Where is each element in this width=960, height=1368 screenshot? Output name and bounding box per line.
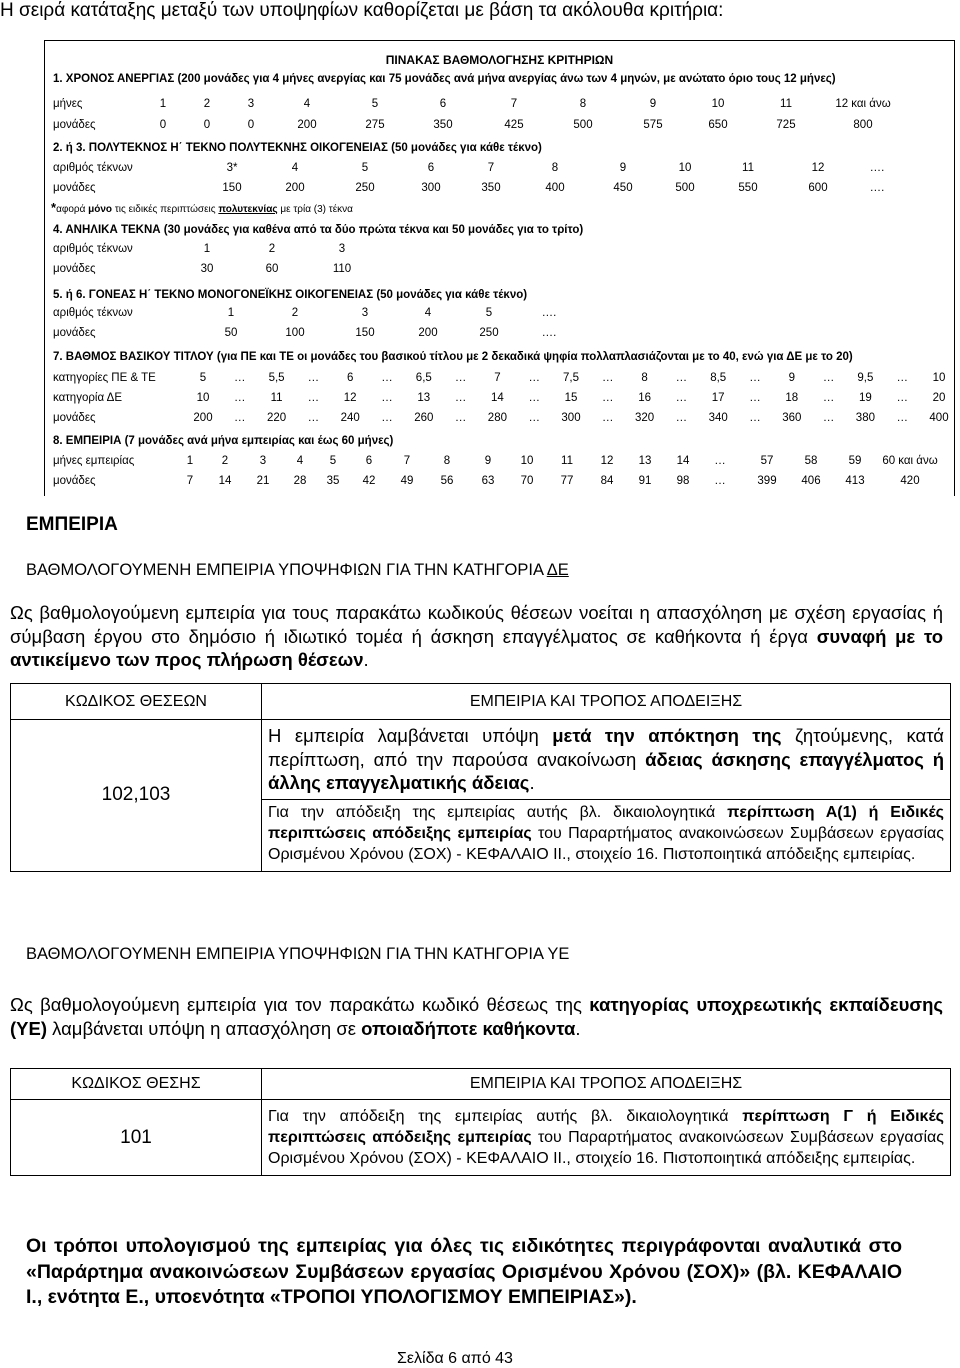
s1-row2-cell: 0: [159, 119, 167, 131]
s7-row1-cell: 10: [932, 372, 946, 384]
s7-row1-cell: …: [528, 372, 540, 384]
s4-heading: 4. ΑΝΗΛΙΚΑ ΤΕΚΝΑ (30 μονάδες για καθένα από τα δύο πρώτα τέκνα και 50 μονάδες για το τρίτο): [53, 224, 584, 236]
ye-col-experience-header: ΕΜΠΕΙΡΙΑ ΚΑΙ ΤΡΟΠΟΣ ΑΠΟΔΕΙΞΗΣ: [262, 1069, 951, 1100]
s7-row2-cell: …: [454, 392, 467, 404]
s7-row2-cell: …: [381, 392, 393, 404]
s2-row2-cell: 200: [285, 182, 305, 194]
s8-heading: 8. ΕΜΠΕΙΡΙΑ (7 μονάδες ανά μήνα εμπειρίας και έως 60 μήνες): [53, 435, 394, 447]
s7-row1-cell: …: [234, 372, 246, 384]
s4-row2-cell: 110: [332, 263, 352, 275]
s7-row1-label: κατηγορίες ΠΕ & ΤΕ: [53, 372, 156, 384]
s7-row3-label: μονάδες: [53, 412, 96, 424]
s7-row1-cell: 7,5: [563, 372, 579, 384]
s8-row2-label: μονάδες: [53, 475, 96, 487]
s8-row1-cell: 13: [638, 455, 652, 467]
s7-row3-cell: 340: [708, 412, 728, 424]
s5-heading: 5. ή 6. ΓΟΝΕΑΣ Η΄ ΤΕΚΝΟ ΜΟΝΟΓΟΝΕΪΚΗΣ ΟΙΚΟΓΕΝΕΙΑΣ (50 μονάδες για κάθε τέκνο): [53, 289, 528, 301]
s7-row3-cell: …: [454, 412, 467, 424]
s8-row1-cell: 12: [600, 455, 614, 467]
s5-row1-cell: 2: [291, 307, 299, 319]
s7-row1-cell: 9: [788, 372, 795, 384]
s1-row2-cell: 200: [297, 119, 317, 131]
s1-row1-cell: 2: [203, 98, 211, 110]
s2-row2-cell: 350: [481, 182, 501, 194]
s8-row2-cell: 14: [218, 475, 232, 487]
s8-row1-cell: 2: [221, 455, 229, 467]
s1-row2-cell: 800: [853, 119, 873, 131]
s2-row1-cell: 4: [291, 162, 299, 174]
s8-row2-cell: 399: [757, 475, 777, 487]
experience-title: ΕΜΠΕΙΡΙΑ: [26, 514, 118, 535]
s7-row2-label: κατηγορία ΔΕ: [53, 392, 122, 404]
s1-row1-cell: 7: [510, 98, 518, 110]
s2-row2-cell: ….: [869, 182, 885, 194]
de-col-code-header: ΚΩΔΙΚΟΣ ΘΕΣΕΩΝ: [11, 684, 262, 720]
de-code-cell: 102,103: [11, 720, 262, 872]
s7-row3-cell: …: [381, 412, 393, 424]
s7-row2-cell: 20: [932, 392, 946, 404]
intro-text: Η σειρά κατάταξης μεταξύ των υποψηφίων καθορίζεται με βάση τα ακόλουθα κριτήρια:: [0, 0, 724, 21]
s7-row1-cell: …: [381, 372, 393, 384]
s4-row2-cell: 30: [200, 263, 214, 275]
s2-row2-cell: 500: [675, 182, 695, 194]
s7-row2-cell: 15: [564, 392, 578, 404]
s7-row2-cell: …: [602, 392, 614, 404]
s8-row2-cell: 70: [520, 475, 534, 487]
s8-row2-cell: 406: [801, 475, 821, 487]
s2-row2-cell: 250: [355, 182, 375, 194]
s1-row2-cell: 575: [643, 119, 663, 131]
s2-row1-label: αριθμός τέκνων: [53, 162, 133, 174]
s8-row1-cell: 7: [403, 455, 411, 467]
s8-row2-cell: 84: [600, 475, 614, 487]
s1-row1-cell: 4: [303, 98, 311, 110]
s2-row2-cell: 150: [222, 182, 242, 194]
s7-row2-cell: 14: [490, 392, 504, 404]
s7-row3-cell: 280: [487, 412, 507, 424]
s7-row2-cell: 13: [417, 392, 431, 404]
s8-row2-cell: 56: [440, 475, 454, 487]
s2-row2-cell: 550: [738, 182, 758, 194]
s7-row3-cell: 260: [414, 412, 434, 424]
s4-row2-cell: 60: [265, 263, 279, 275]
ye-experience-table: [10, 1068, 951, 1176]
s7-row3-cell: …: [822, 412, 835, 424]
de-experience-table: [10, 683, 951, 872]
s8-row1-cell: 59: [848, 455, 862, 467]
s7-row3-cell: 380: [855, 412, 875, 424]
s5-row1-cell: 1: [227, 307, 235, 319]
s7-row1-cell: 6: [346, 372, 354, 384]
s7-row3-cell: …: [602, 412, 614, 424]
s8-row1-cell: 4: [296, 455, 304, 467]
s8-row2-cell: 63: [481, 475, 495, 487]
s1-row2-cell: 725: [776, 119, 796, 131]
s7-row3-cell: 400: [929, 412, 949, 424]
s5-row2-cell: 150: [355, 327, 375, 339]
s1-row2-cell: 425: [504, 119, 524, 131]
s7-row3-cell: …: [896, 412, 908, 424]
s8-row1-cell: 8: [443, 455, 451, 467]
s4-row2-label: μονάδες: [53, 263, 96, 275]
s8-row1-cell: 9: [484, 455, 492, 467]
s7-row2-cell: …: [896, 392, 908, 404]
s8-row1-cell: 60 και άνω: [882, 455, 938, 467]
s7-row1-cell: …: [307, 372, 320, 384]
s4-row1-label: αριθμός τέκνων: [53, 243, 133, 255]
s7-row1-cell: …: [675, 372, 688, 384]
s2-row1-cell: 7: [487, 162, 495, 174]
s1-row1-cell: 9: [649, 98, 657, 110]
s7-row1-cell: …: [749, 372, 761, 384]
s5-row1-label: αριθμός τέκνων: [53, 307, 133, 319]
page-footer: Σελίδα 6 από 43: [397, 1350, 513, 1367]
s8-row2-cell: 413: [845, 475, 865, 487]
s2-row1-cell: 6: [427, 162, 435, 174]
s7-row2-cell: 19: [858, 392, 872, 404]
s5-row2-cell: 50: [224, 327, 238, 339]
s2-row1-cell: 3*: [226, 162, 238, 174]
s7-row2-cell: 16: [638, 392, 651, 404]
s8-row1-cell: …: [714, 455, 726, 467]
ye-col-code-header: ΚΩΔΙΚΟΣ ΘΕΣΗΣ: [11, 1069, 262, 1100]
s8-row1-cell: 3: [259, 455, 267, 467]
s8-row1-cell: 6: [365, 455, 373, 467]
de-paragraph: Ως βαθμολογούμενη εμπειρία για τους παρακάτω κωδικούς θέσεων νοείται η απασχόληση με σχέση εργασίας ή σύμβαση έργου στο δημόσιο ή ιδιωτικό τομέα ή άσκηση επαγγέλματος σε καθήκοντα ή έργα συναφή με το αντικείμενο των προς πλήρωση θέσεων.: [10, 602, 943, 670]
s7-row1-cell: 8: [641, 372, 648, 384]
s7-row3-cell: 360: [782, 412, 802, 424]
s4-row1-cell: 3: [338, 243, 346, 255]
s2-row2-label: μονάδες: [53, 182, 96, 194]
s7-row3-cell: …: [307, 412, 320, 424]
s7-row2-cell: 10: [196, 392, 210, 404]
s8-row2-cell: 35: [326, 475, 340, 487]
s2-row2-cell: 400: [545, 182, 565, 194]
s5-row1-cell: 5: [485, 307, 493, 319]
s8-row2-cell: 42: [362, 475, 376, 487]
s7-row1-cell: 8,5: [710, 372, 727, 384]
s7-row1-cell: 5,5: [268, 372, 285, 384]
s7-row3-cell: 220: [267, 412, 287, 424]
s8-row1-cell: 57: [760, 455, 774, 467]
s8-row1-cell: 11: [561, 455, 573, 467]
s2-row2-cell: 450: [613, 182, 633, 194]
s5-row1-cell: 3: [361, 307, 369, 319]
s8-row2-cell: 77: [560, 475, 574, 487]
s8-row2-cell: 7: [186, 475, 194, 487]
s8-row1-cell: 5: [329, 455, 337, 467]
s5-row2-cell: 200: [418, 327, 438, 339]
s2-row1-cell: 12: [811, 162, 825, 174]
de-desc-2: Για την απόδειξη της εμπειρίας αυτής βλ. δικαιολογητικά περίπτωση Α(1) ή Ειδικές περιπτώσεις απόδειξης εμπειρίας του Παραρτήματος ανακοινώσεων Συμβάσεων εργασίας Ορισμένου Χρόνου (ΣΟΧ) - ΚΕΦΑΛΑΙΟ ΙΙ., στοιχείο 16. Πιστοποιητικά απόδειξης εμπειρίας.: [262, 799, 951, 871]
ye-code-cell: 101: [11, 1100, 262, 1176]
s1-row1-cell: 5: [371, 98, 379, 110]
s7-row2-cell: …: [528, 392, 540, 404]
s7-row2-cell: …: [822, 392, 835, 404]
s1-row1-cell: 12 και άνω: [835, 98, 891, 110]
s8-row1-label: μήνες εμπειρίας: [53, 455, 135, 467]
s8-row1-cell: 14: [676, 455, 690, 467]
s2-row1-cell: 8: [551, 162, 559, 174]
s7-row3-cell: 240: [340, 412, 360, 424]
s2-row1-cell: 10: [678, 162, 692, 174]
s7-row2-cell: …: [234, 392, 246, 404]
s1-row2-label: μονάδες: [53, 119, 96, 131]
final-note: Οι τρόποι υπολογισμού της εμπειρίας για όλες τις ειδικότητες περιγράφονται αναλυτικά στο «Παράρτημα ανακοινώσεων Συμβάσεων εργασίας Ορισμένου Χρόνου (ΣΟΧ)» (βλ. ΚΕΦΑΛΑΙΟ Ι., ενότητα Ε., υποενότητα «ΤΡΟΠΟΙ ΥΠΟΛΟΓΙΣΜΟΥ ΕΜΠΕΙΡΙΑΣ»).: [26, 1235, 902, 1308]
s2-row2-cell: 600: [808, 182, 828, 194]
s1-row1-cell: 1: [159, 98, 167, 110]
s4-row1-cell: 1: [203, 243, 211, 255]
s1-row2-cell: 650: [708, 119, 728, 131]
s7-row3-cell: …: [528, 412, 540, 424]
s8-row2-cell: 21: [256, 475, 270, 487]
s1-row2-cell: 275: [365, 119, 385, 131]
s5-row2-cell: 250: [479, 327, 499, 339]
s5-row1-cell: 4: [424, 307, 432, 319]
s7-row2-cell: …: [749, 392, 761, 404]
scoring-table: [44, 40, 955, 496]
s8-row2-cell: 98: [676, 475, 690, 487]
s5-row1-cell: ….: [541, 307, 557, 319]
s8-row2-cell: 420: [900, 475, 920, 487]
s1-row2-cell: 500: [573, 119, 593, 131]
s7-row3-cell: …: [675, 412, 688, 424]
de-desc-1: Η εμπειρία λαμβάνεται υπόψη μετά την απόκτηση της ζητούμενης, κατά περίπτωση, από την παρούσα ανακοίνωση άδειας άσκησης επαγγέλματος ή άλλης επαγγελματικής άδειας.: [262, 720, 951, 800]
ye-heading: ΒΑΘΜΟΛΟΓΟΥΜΕΝΗ ΕΜΠΕΙΡΙΑ ΥΠΟΨΗΦΙΩΝ ΓΙΑ ΤΗΝ ΚΑΤΗΓΟΡΙΑ ΥΕ: [26, 945, 570, 963]
s7-row3-cell: 320: [635, 412, 655, 424]
s7-row2-cell: …: [675, 392, 688, 404]
s5-row2-cell: 100: [285, 327, 305, 339]
s2-row1-cell: 11: [742, 162, 754, 174]
s7-row3-cell: 200: [193, 412, 213, 424]
s7-row1-cell: 6,5: [415, 372, 432, 384]
s5-row2-cell: ….: [541, 327, 557, 339]
s7-row2-cell: …: [307, 392, 320, 404]
s1-row2-cell: 350: [433, 119, 453, 131]
de-heading: ΒΑΘΜΟΛΟΓΟΥΜΕΝΗ ΕΜΠΕΙΡΙΑ ΥΠΟΨΗΦΙΩΝ ΓΙΑ ΤΗΝ ΚΑΤΗΓΟΡΙΑ ΔΕ: [26, 561, 569, 579]
s2-note: *αφορά μόνο τις ειδικές περιπτώσεις πολυτεκνίας με τρία (3) τέκνα: [51, 200, 353, 215]
s7-row2-cell: 17: [711, 392, 725, 404]
s2-row1-cell: ….: [869, 162, 885, 174]
de-col-experience-header: ΕΜΠΕΙΡΙΑ ΚΑΙ ΤΡΟΠΟΣ ΑΠΟΔΕΙΞΗΣ: [262, 684, 951, 720]
s1-row1-cell: 6: [439, 98, 447, 110]
s7-row1-cell: 5: [199, 372, 207, 384]
s8-row2-cell: 49: [400, 475, 414, 487]
s1-row1-label: μήνες: [53, 98, 83, 110]
s7-row1-cell: 7: [494, 372, 501, 384]
scoring-title: ΠΙΝΑΚΑΣ ΒΑΘΜΟΛΟΓΗΣΗΣ ΚΡΙΤΗΡΙΩΝ: [385, 53, 614, 67]
s7-row1-cell: …: [454, 372, 467, 384]
s1-heading: 1. ΧΡΟΝΟΣ ΑΝΕΡΓΙΑΣ (200 μονάδες για 4 μήνες ανεργίας και 75 μονάδες ανά μήνα ανεργίας άνω των 4 μηνών, με ανώτατο όριο τους 12 μήνες): [53, 73, 836, 85]
s2-row1-cell: 9: [619, 162, 627, 174]
s7-row3-cell: …: [749, 412, 761, 424]
s1-row1-cell: 10: [711, 98, 725, 110]
s5-row2-label: μονάδες: [53, 327, 96, 339]
s1-row2-cell: 0: [247, 119, 255, 131]
s2-heading: 2. ή 3. ΠΟΛΥΤΕΚΝΟΣ Η΄ ΤΕΚΝΟ ΠΟΛΥΤΕΚΝΗΣ ΟΙΚΟΓΕΝΕΙΑΣ (50 μονάδες για κάθε τέκνο): [53, 142, 542, 154]
s7-heading: 7. ΒΑΘΜΟΣ ΒΑΣΙΚΟΥ ΤΙΤΛΟΥ (για ΠΕ και ΤΕ οι μονάδες του βασικού τίτλου με 2 δεκαδικά ψηφία πολλαπλασιάζονται με το 40, ενώ για ΔΕ με το 20): [53, 351, 853, 363]
s7-row1-cell: …: [602, 372, 614, 384]
s1-row1-cell: 11: [780, 98, 792, 110]
s2-row1-cell: 5: [361, 162, 369, 174]
s8-row2-cell: 91: [638, 475, 652, 487]
s2-row2-cell: 300: [421, 182, 441, 194]
s8-row1-cell: 1: [186, 455, 194, 467]
s7-row1-cell: 9,5: [857, 372, 874, 384]
s1-row1-cell: 8: [579, 98, 587, 110]
s7-row3-cell: …: [234, 412, 246, 424]
s4-row1-cell: 2: [268, 243, 276, 255]
s7-row3-cell: 300: [561, 412, 581, 424]
ye-paragraph: Ως βαθμολογούμενη εμπειρία για τον παρακάτω κωδικό θέσεως της κατηγορίας υποχρεωτικής εκπαίδευσης (ΥΕ) λαμβάνεται υπόψη η απασχόληση σε οποιαδήποτε καθήκοντα.: [10, 994, 943, 1039]
s1-row2-cell: 0: [203, 119, 211, 131]
s8-row2-cell: 28: [293, 475, 307, 487]
s7-row2-cell: 18: [785, 392, 799, 404]
s8-row1-cell: 10: [520, 455, 534, 467]
s8-row2-cell: …: [714, 475, 726, 487]
s8-row1-cell: 58: [804, 455, 818, 467]
s7-row1-cell: …: [896, 372, 908, 384]
ye-desc: Για την απόδειξη της εμπειρίας αυτής βλ. δικαιολογητικά περίπτωση Γ ή Ειδικές περιπτώσεις απόδειξης εμπειρίας του Παραρτήματος ανακοινώσεων Συμβάσεων εργασίας Ορισμένου Χρόνου (ΣΟΧ) - ΚΕΦΑΛΑΙΟ ΙΙ., στοιχείο 16. Πιστοποιητικά απόδειξης εμπειρίας.: [262, 1100, 951, 1176]
s7-row1-cell: …: [822, 372, 835, 384]
s7-row2-cell: 11: [270, 392, 283, 404]
s7-row2-cell: 12: [343, 392, 357, 404]
s1-row1-cell: 3: [247, 98, 255, 110]
